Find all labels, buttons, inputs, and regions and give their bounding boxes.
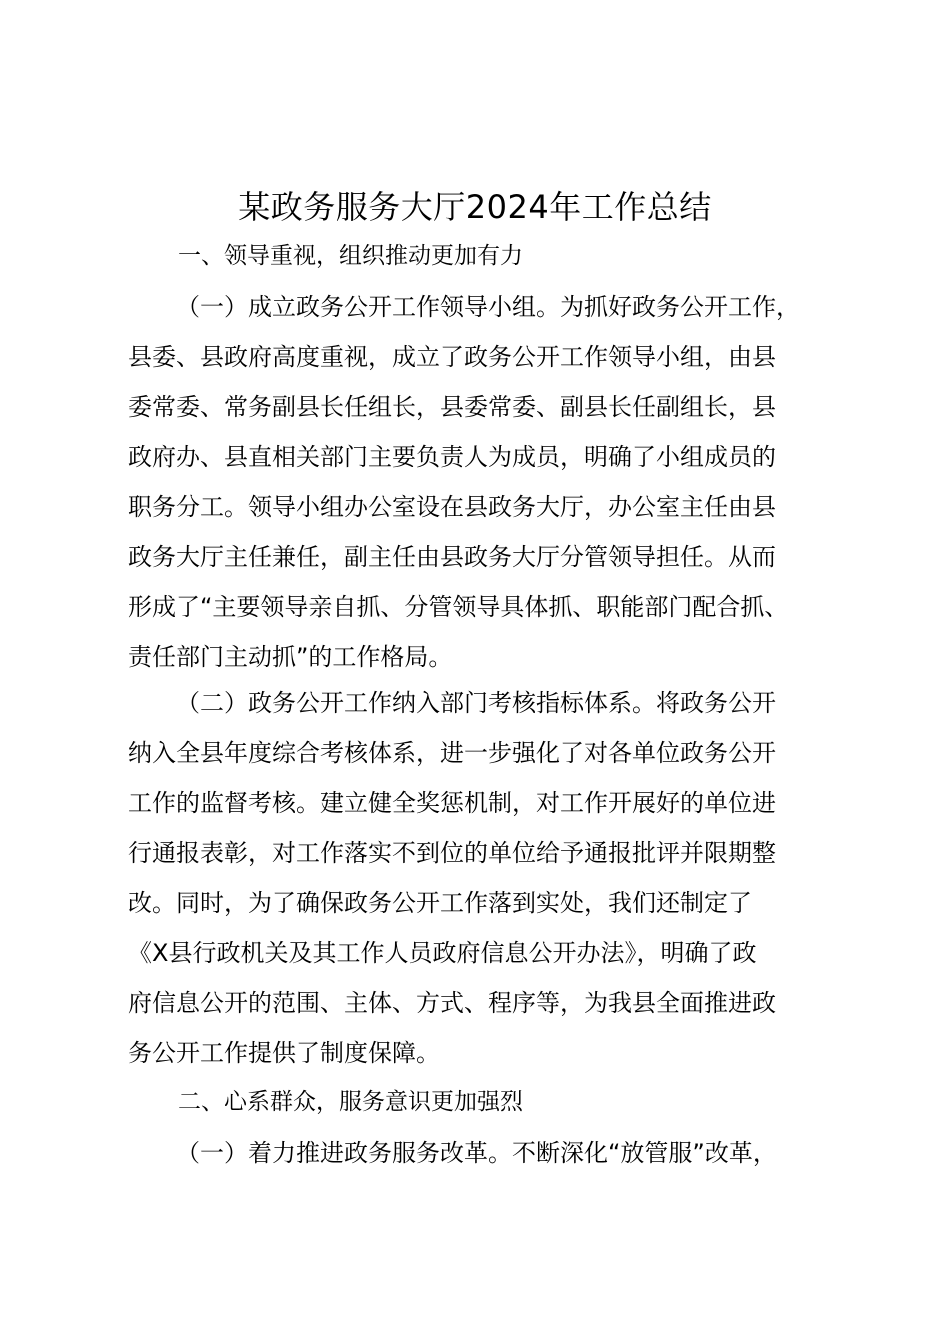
paragraph-line: 纳入全县年度综合考核体系，进一步强化了对各单位政务公开 xyxy=(128,739,776,767)
document-title: 某政务服务大厅2024年工作总结 xyxy=(238,188,712,226)
paragraph-line: 职务分工。领导小组办公室设在县政务大厅，办公室主任由县 xyxy=(128,493,776,521)
paragraph-line: 改。同时，为了确保政务公开工作落到实处，我们还制定了 xyxy=(128,889,752,917)
paragraph-line: 《X县行政机关及其工作人员政府信息公开办法》，明确了政 xyxy=(128,939,757,967)
section-heading-1: 一、领导重视，组织推动更加有力 xyxy=(178,243,523,269)
paragraph-line: 形成了“主要领导亲自抓、分管领导具体抓、职能部门配合抓、 xyxy=(128,593,789,621)
paragraph-line: 行通报表彰，对工作落实不到位的单位给予通报批评并限期整 xyxy=(128,839,776,867)
paragraph-line: （二）政务公开工作纳入部门考核指标体系。将政务公开 xyxy=(176,689,776,717)
paragraph-line: 县委、县政府高度重视，成立了政务公开工作领导小组，由县 xyxy=(128,343,776,371)
paragraph-line: （一）成立政务公开工作领导小组。为抓好政务公开工作， xyxy=(176,293,800,321)
paragraph-1-1 xyxy=(128,282,858,682)
paragraph-line: 府信息公开的范围、主体、方式、程序等，为我县全面推进政 xyxy=(128,989,776,1017)
paragraph-line: 责任部门主动抓”的工作格局。 xyxy=(128,643,453,671)
paragraph-2-1 xyxy=(128,1128,858,1178)
paragraph-line: 政务大厅主任兼任，副主任由县政务大厅分管领导担任。从而 xyxy=(128,543,776,571)
paragraph-line: 工作的监督考核。建立健全奖惩机制，对工作开展好的单位进 xyxy=(128,789,776,817)
paragraph-line: 务公开工作提供了制度保障。 xyxy=(128,1039,440,1067)
section-heading-2: 二、心系群众，服务意识更加强烈 xyxy=(178,1089,523,1115)
paragraph-line: 政府办、县直相关部门主要负责人为成员，明确了小组成员的 xyxy=(128,443,776,471)
paragraph-1-2 xyxy=(128,678,858,1078)
paragraph-line: 委常委、常务副县长任组长，县委常委、副县长任副组长，县 xyxy=(128,393,776,421)
paragraph-line: （一）着力推进政务服务改革。不断深化“放管服”改革， xyxy=(176,1139,777,1167)
